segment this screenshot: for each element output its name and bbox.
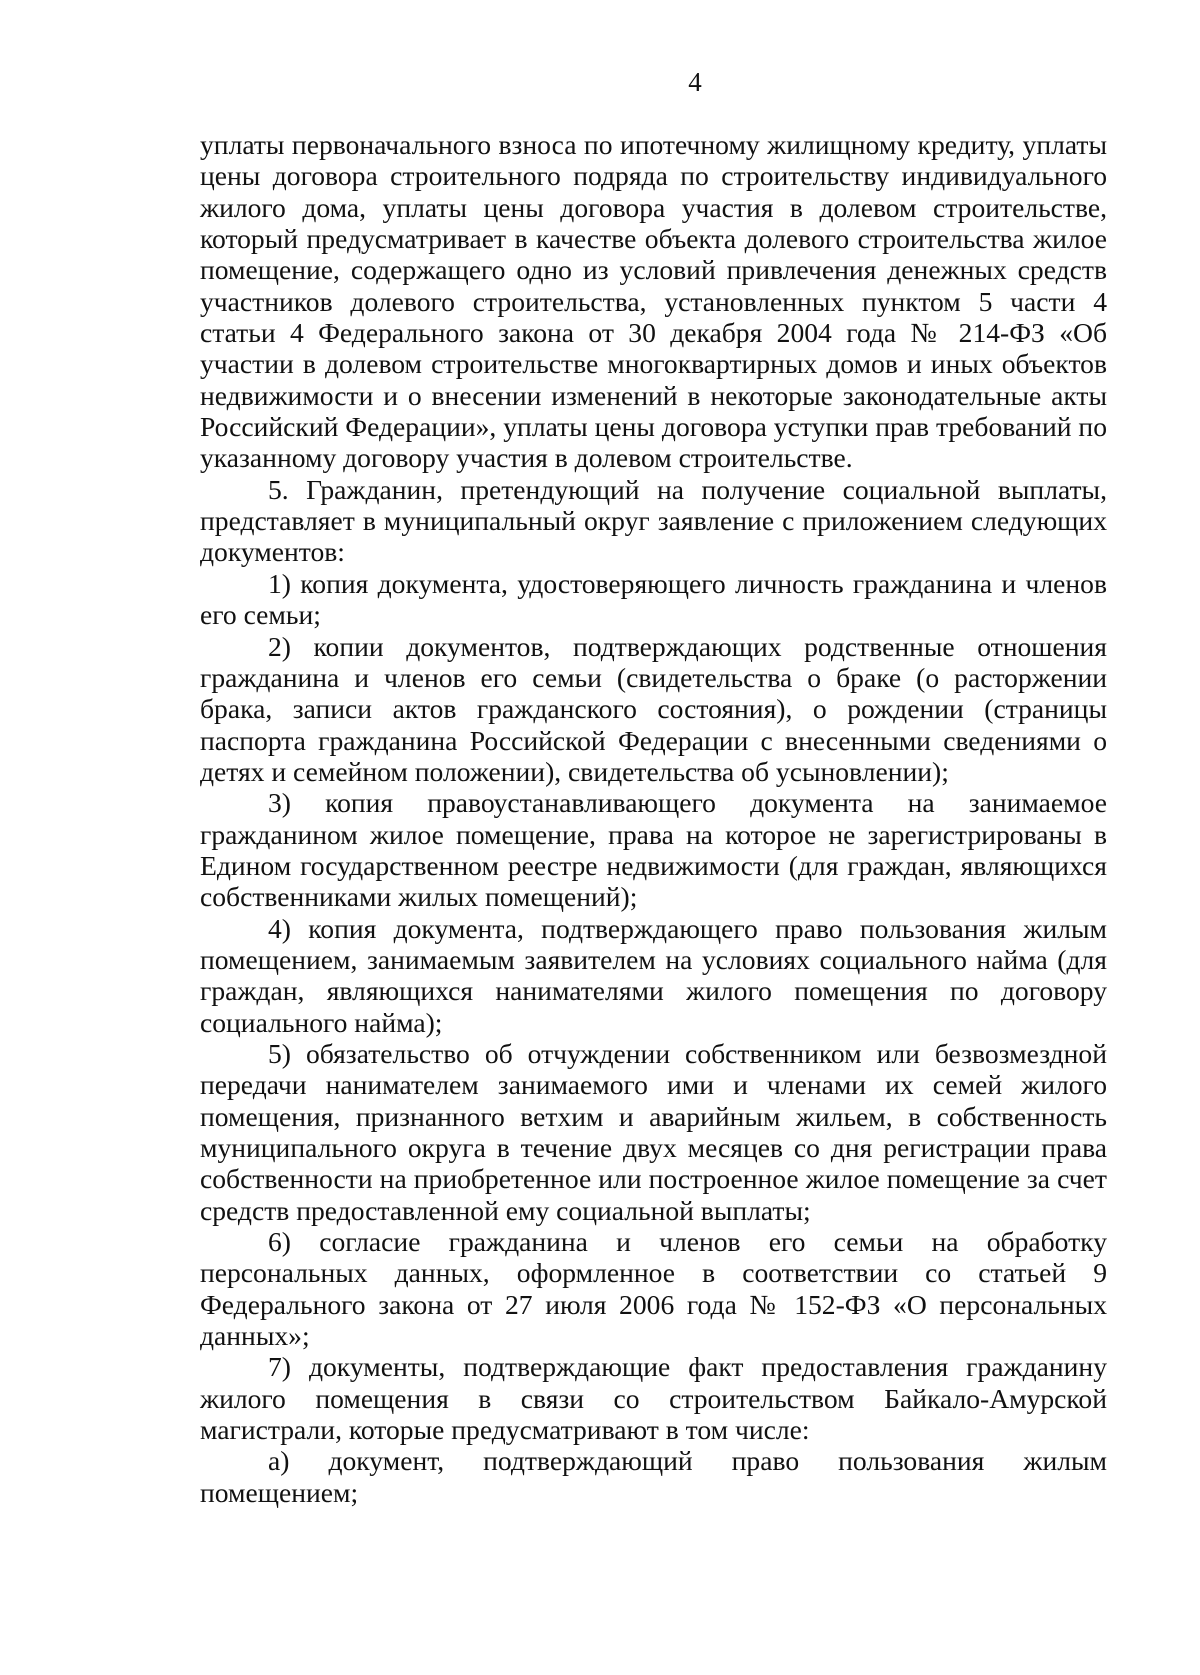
list-item-2: 2) копии документов, подтверждающих родственные отношения гражданина и членов его семьи (свидетельства о браке (о расторжении брака, записи актов гражданского состояния), о рождении (страницы паспорта гражданина Российской Федерации с внесенными сведениями о детях и семейном положении), свидетельства об усыновлении);	[200, 630, 1107, 787]
list-item-6: 6) согласие гражданина и членов его семьи на обработку персональных данных, оформленное в соответствии со статьей 9 Федерального закона от 27 июля 2006 года № 152-ФЗ «О персональных данных»;	[200, 1226, 1107, 1352]
paragraph-continuation: уплаты первоначального взноса по ипотечному жилищному кредиту, уплаты цены договора строительного подряда по строительству индивидуального жилого дома, уплаты цены договора участия в долевом строительстве, который предусматривает в качестве объекта долевого строительства жилое помещение, содержащего одно из условий привлечения денежных средств участников долевого строительства, установленных пунктом 5 части 4 статьи 4 Федерального закона от 30 декабря 2004 года № 214-ФЗ «Об участии в долевом строительстве многоквартирных домов и иных объектов недвижимости и о внесении изменений в некоторые законодательные акты Российский Федерации», уплаты цены договора уступки прав требований по указанному договору участия в долевом строительстве.	[200, 129, 1107, 474]
document-body	[200, 129, 1107, 1508]
sub-item-a: а) документ, подтверждающий право пользования жилым помещением;	[200, 1445, 1107, 1508]
list-item-4: 4) копия документа, подтверждающего право пользования жилым помещением, занимаемым заявителем на условиях социального найма (для граждан, являющихся нанимателями жилого помещения по договору социального найма);	[200, 912, 1107, 1038]
list-item-5: 5) обязательство об отчуждении собственником или безвозмездной передачи нанимателем занимаемого ими и членами их семей жилого помещения, признанного ветхим и аварийным жильем, в собственность муниципального округа в течение двух месяцев со дня регистрации права собственности на приобретенное или построенное жилое помещение за счет средств предоставленной ему социальной выплаты;	[200, 1037, 1107, 1226]
page-number: 4	[688, 67, 702, 97]
paragraph-item-5: 5. Гражданин, претендующий на получение социальной выплаты, представляет в муниципальный округ заявление с приложением следующих документов:	[200, 473, 1107, 568]
list-item-7: 7) документы, подтверждающие факт предоставления гражданину жилого помещения в связи со строительством Байкало-Амурской магистрали, которые предусматривают в том числе:	[200, 1351, 1107, 1446]
list-item-3: 3) копия правоустанавливающего документа на занимаемое гражданином жилое помещение, права на которое не зарегистрированы в Едином государственном реестре недвижимости (для граждан, являющихся собственниками жилых помещений);	[200, 787, 1107, 913]
list-item-1: 1) копия документа, удостоверяющего личность гражданина и членов его семьи;	[200, 567, 1107, 631]
